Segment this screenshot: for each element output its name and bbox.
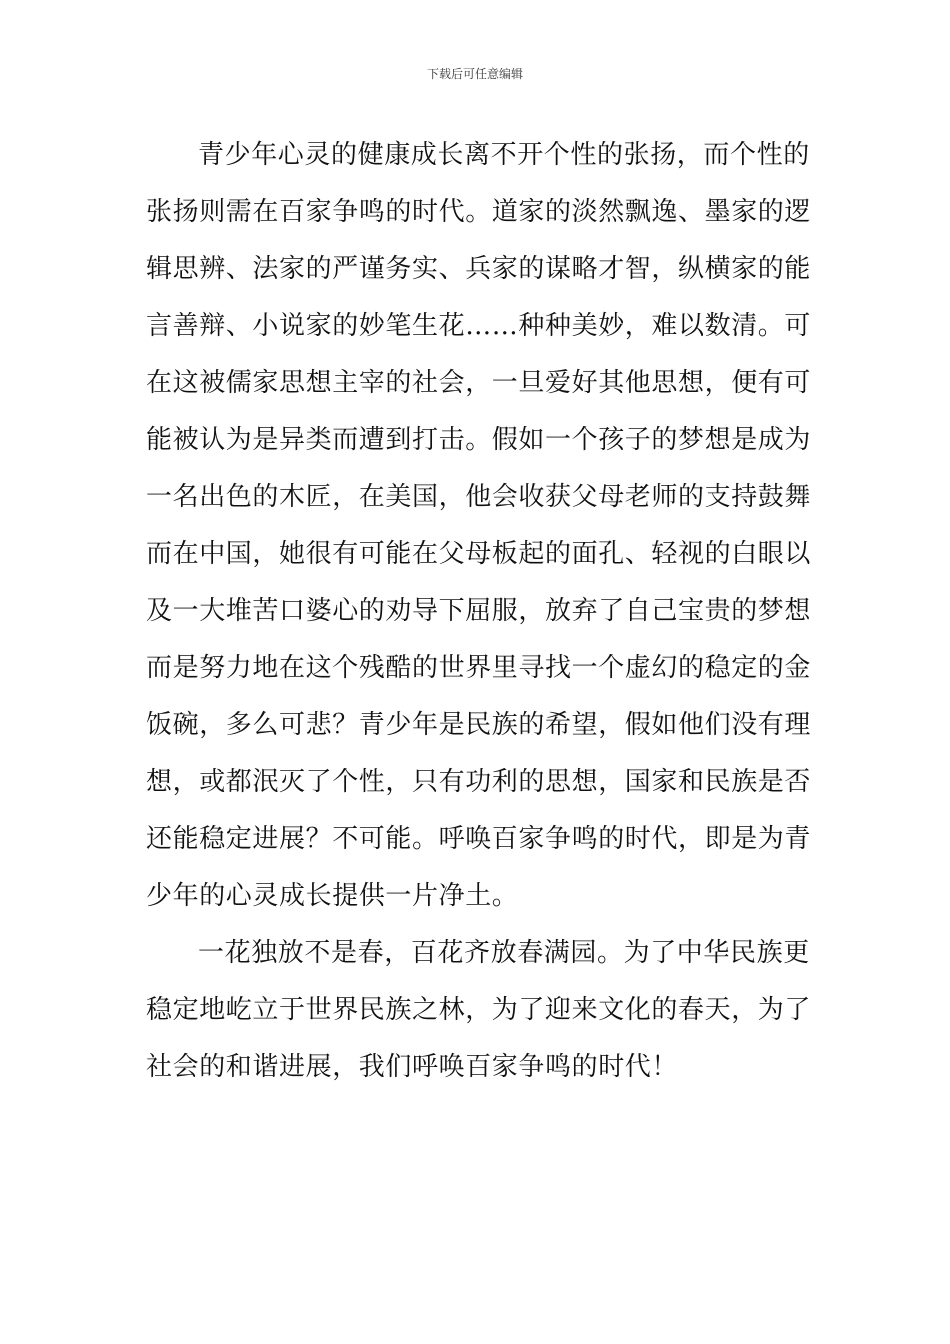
paragraph-line: 社会的和谐进展，我们呼唤百家争鸣的时代！ bbox=[146, 1052, 679, 1082]
paragraph-line: 一名出色的木匠，在美国，他会收获父母老师的支持鼓舞 bbox=[146, 482, 812, 512]
paragraph-line: 而是努力地在这个残酷的世界里寻找一个虚幻的稳定的金 bbox=[146, 653, 812, 683]
paragraph-line: 在这被儒家思想主宰的社会，一旦爱好其他思想，便有可 bbox=[146, 368, 812, 398]
paragraph-line: 张扬则需在百家争鸣的时代。道家的淡然飘逸、墨家的逻 bbox=[146, 197, 812, 227]
paragraph-line: 一花独放不是春，百花齐放春满园。为了中华民族更 bbox=[198, 938, 810, 968]
page-header-note: 下载后可任意编辑 bbox=[426, 67, 523, 81]
paragraph-line: 而在中国，她很有可能在父母板起的面孔、轻视的白眼以 bbox=[146, 539, 812, 569]
paragraph-line: 及一大堆苦口婆心的劝导下屈服，放弃了自己宝贵的梦想 bbox=[146, 596, 812, 626]
paragraph-line: 青少年心灵的健康成长离不开个性的张扬，而个性的 bbox=[198, 140, 810, 170]
paragraph-2 bbox=[146, 925, 812, 1096]
paragraph-line: 言善辩、小说家的妙笔生花……种种美妙，难以数清。可 bbox=[146, 311, 812, 341]
paragraph-line: 稳定地屹立于世界民族之林，为了迎来文化的春天，为了 bbox=[146, 995, 812, 1025]
paragraph-line: 能被认为是异类而遭到打击。假如一个孩子的梦想是成为 bbox=[146, 425, 812, 455]
paragraph-line: 饭碗，多么可悲？青少年是民族的希望，假如他们没有理 bbox=[146, 710, 812, 740]
paragraph-line: 想，或都泯灭了个性，只有功利的思想，国家和民族是否 bbox=[146, 767, 812, 797]
paragraph-line: 还能稳定进展？不可能。呼唤百家争鸣的时代，即是为青 bbox=[146, 824, 812, 854]
document-body bbox=[146, 127, 812, 1096]
paragraph-line: 少年的心灵成长提供一片净土。 bbox=[146, 881, 519, 911]
paragraph-1 bbox=[146, 127, 812, 925]
paragraph-line: 辑思辨、法家的严谨务实、兵家的谋略才智，纵横家的能 bbox=[146, 254, 812, 284]
